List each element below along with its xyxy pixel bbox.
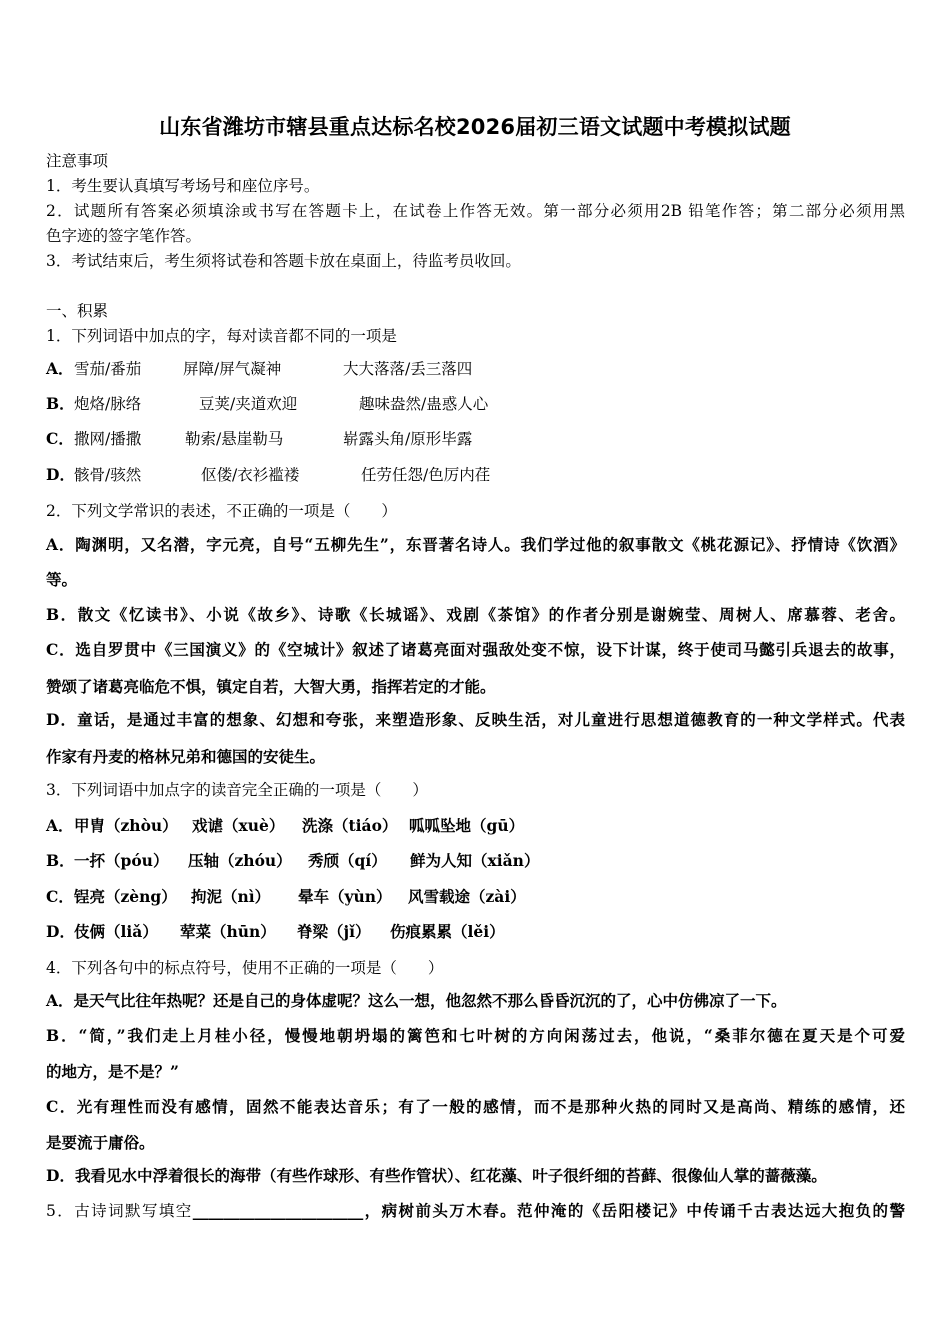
option-label: C．	[46, 1097, 77, 1116]
q2-option-a	[46, 535, 905, 555]
option-label: C．	[46, 640, 76, 659]
option-label: D．	[46, 922, 75, 941]
notice-item-2: 2．试题所有答案必须填涂或书写在答题卡上，在试卷上作答无效。第一部分必须用2B 铅笔作答；第二部分必须用黑	[46, 202, 905, 220]
word-pinyin: 伎俩（liǎ）	[74, 922, 158, 941]
notice-item-1: 1．考生要认真填写考场号和座位序号。	[46, 177, 320, 195]
word-pinyin: 压轴（zhóu）	[188, 851, 292, 870]
q3-stem: 3．下列词语中加点字的读音完全正确的一项是（ ）	[46, 781, 428, 799]
q3-option-c	[46, 887, 905, 907]
word-pair: 任劳任怨/色厉内荏	[361, 466, 491, 484]
q4-option-a	[46, 991, 905, 1011]
option-text: 光有理性而没有感情，固然不能表达音乐；有了一般的感情，而不是那种火热的同时又是高尚、精练的感情，还	[76, 1097, 905, 1116]
q4-option-d	[46, 1166, 905, 1186]
word-pair: 炮烙/脉络	[74, 395, 142, 413]
q2-option-c	[46, 640, 905, 660]
option-label: C．	[46, 429, 74, 448]
option-text: 是天气比往年热呢？还是自己的身体虚呢？这么一想，他忽然不那么昏昏沉沉的了，心中仿佛凉了一下。	[73, 991, 787, 1010]
word-pair: 崭露头角/原形毕露	[343, 430, 473, 448]
q2-option-c-cont: 赞颂了诸葛亮临危不惧，镇定自若，大智大勇，指挥若定的才能。	[46, 677, 496, 696]
q3-option-b	[46, 851, 905, 871]
q4-option-c-cont: 是要流于庸俗。	[46, 1133, 155, 1152]
option-text: 我看见水中浮着很长的海带（有些作球形、有些作管状）、红花藻、叶子很纤细的苔藓、很像仙人掌的蔷薇藻。	[74, 1166, 827, 1185]
word-pair: 伛偻/衣衫褴褛	[201, 466, 300, 484]
option-label: B．	[46, 851, 75, 870]
q4-stem: 4．下列各句中的标点符号，使用不正确的一项是（ ）	[46, 959, 444, 977]
q2-option-b	[46, 605, 905, 625]
notice-item-3: 3．考试结束后，考生须将试卷和答题卡放在桌面上，待监考员收回。	[46, 252, 521, 270]
option-label: C．	[46, 887, 74, 906]
word-pair: 撒网/播撒	[74, 430, 142, 448]
q2-option-d	[46, 710, 905, 730]
q2-stem: 2．下列文学常识的表述，不正确的一项是（ ）	[46, 502, 397, 520]
word-pinyin: 甲胄（zhòu）	[74, 816, 178, 835]
option-text: 童话，是通过丰富的想象、幻想和夸张，来塑造形象、反映生活，对儿童进行思想道德教育的一种文学样式。代表	[77, 710, 905, 729]
notice-heading: 注意事项	[46, 152, 109, 170]
word-pinyin: 秀颀（qí）	[308, 851, 387, 870]
q5-line	[46, 1201, 905, 1221]
word-pinyin: 拘泥（nì）	[191, 887, 271, 906]
q1-option-d	[46, 465, 905, 485]
option-label: B．	[46, 1026, 79, 1045]
word-pinyin: 洗涤（tiáo）	[302, 816, 398, 835]
option-text: 散文《忆读书》、小说《故乡》、诗歌《长城谣》、戏剧《茶馆》的作者分别是谢婉莹、周树人、席慕蓉、老舍。	[77, 605, 905, 624]
q1-option-c	[46, 429, 905, 449]
option-label: A．	[46, 535, 76, 554]
word-pinyin: 锃亮（zèng）	[74, 887, 177, 906]
option-label: A．	[46, 359, 74, 378]
notice-item-2-cont: 色字迹的签字笔作答。	[46, 227, 202, 245]
word-pinyin: 伤痕累累（lěi）	[390, 922, 505, 941]
word-pinyin: 呱呱坠地（gū）	[409, 816, 525, 835]
q1-option-a	[46, 359, 905, 379]
q5-text: ，病树前头万木春。范仲淹的《岳阳楼记》中传诵千古表达远大抱负的警	[363, 1201, 905, 1220]
option-label: A．	[46, 816, 74, 835]
word-pinyin: 晕车（yùn）	[298, 887, 392, 906]
option-text: “简，”我们走上月桂小径，慢慢地朝坍塌的篱笆和七叶树的方向闲荡过去，他说，“桑菲尔德在夏天是个可爱	[78, 1026, 905, 1045]
answer-blank: ______________________	[192, 1201, 364, 1220]
word-pinyin: 脊梁（jǐ）	[297, 922, 371, 941]
q1-stem: 1．下列词语中加点的字，每对读音都不同的一项是	[46, 327, 397, 345]
q2-option-d-cont: 作家有丹麦的格林兄弟和德国的安徒生。	[46, 747, 326, 766]
option-label: B．	[46, 605, 78, 624]
word-pinyin: 一抔（póu）	[74, 851, 169, 870]
option-text: 选自罗贯中《三国演义》的《空城计》叙述了诸葛亮面对强敌处变不惊，设下计谋，终于使司马懿引兵退去的故事，	[75, 640, 905, 659]
word-pair: 豆荚/夹道欢迎	[199, 395, 298, 413]
word-pair: 趣味盎然/蛊惑人心	[359, 395, 489, 413]
q3-option-d	[46, 922, 905, 942]
word-pair: 骸骨/骇然	[74, 466, 142, 484]
word-pinyin: 戏谑（xuè）	[192, 816, 285, 835]
word-pair: 大大落落/丢三落四	[343, 360, 473, 378]
q4-option-b	[46, 1026, 905, 1046]
word-pinyin: 荤菜（hūn）	[180, 922, 276, 941]
option-label: A．	[46, 991, 74, 1010]
q4-option-b-cont: 的地方，是不是？”	[46, 1062, 179, 1081]
word-pinyin: 风雪载途（zài）	[408, 887, 526, 906]
q4-option-c	[46, 1097, 905, 1117]
option-label: D．	[46, 710, 78, 729]
option-label: D．	[46, 465, 75, 484]
exam-title: 山东省潍坊市辖县重点达标名校2026届初三语文试题中考模拟试题	[159, 115, 791, 139]
q1-option-b	[46, 394, 905, 414]
word-pair: 屏障/屏气凝神	[183, 360, 282, 378]
word-pair: 雪茄/番茄	[74, 360, 142, 378]
q5-stem: 5．古诗词默写填空	[46, 1202, 193, 1220]
q2-option-a-cont: 等。	[46, 570, 78, 589]
option-text: 陶渊明，又名潜，字元亮，自号“五柳先生”，东晋著名诗人。我们学过他的叙事散文《桃花源记》、抒情诗《饮酒》	[75, 535, 905, 554]
word-pinyin: 鲜为人知（xiǎn）	[410, 851, 540, 870]
q3-option-a	[46, 816, 905, 836]
option-label: D．	[46, 1166, 75, 1185]
section-heading: 一、积累	[46, 302, 109, 320]
option-label: B．	[46, 394, 75, 413]
word-pair: 勒索/悬崖勒马	[185, 430, 284, 448]
